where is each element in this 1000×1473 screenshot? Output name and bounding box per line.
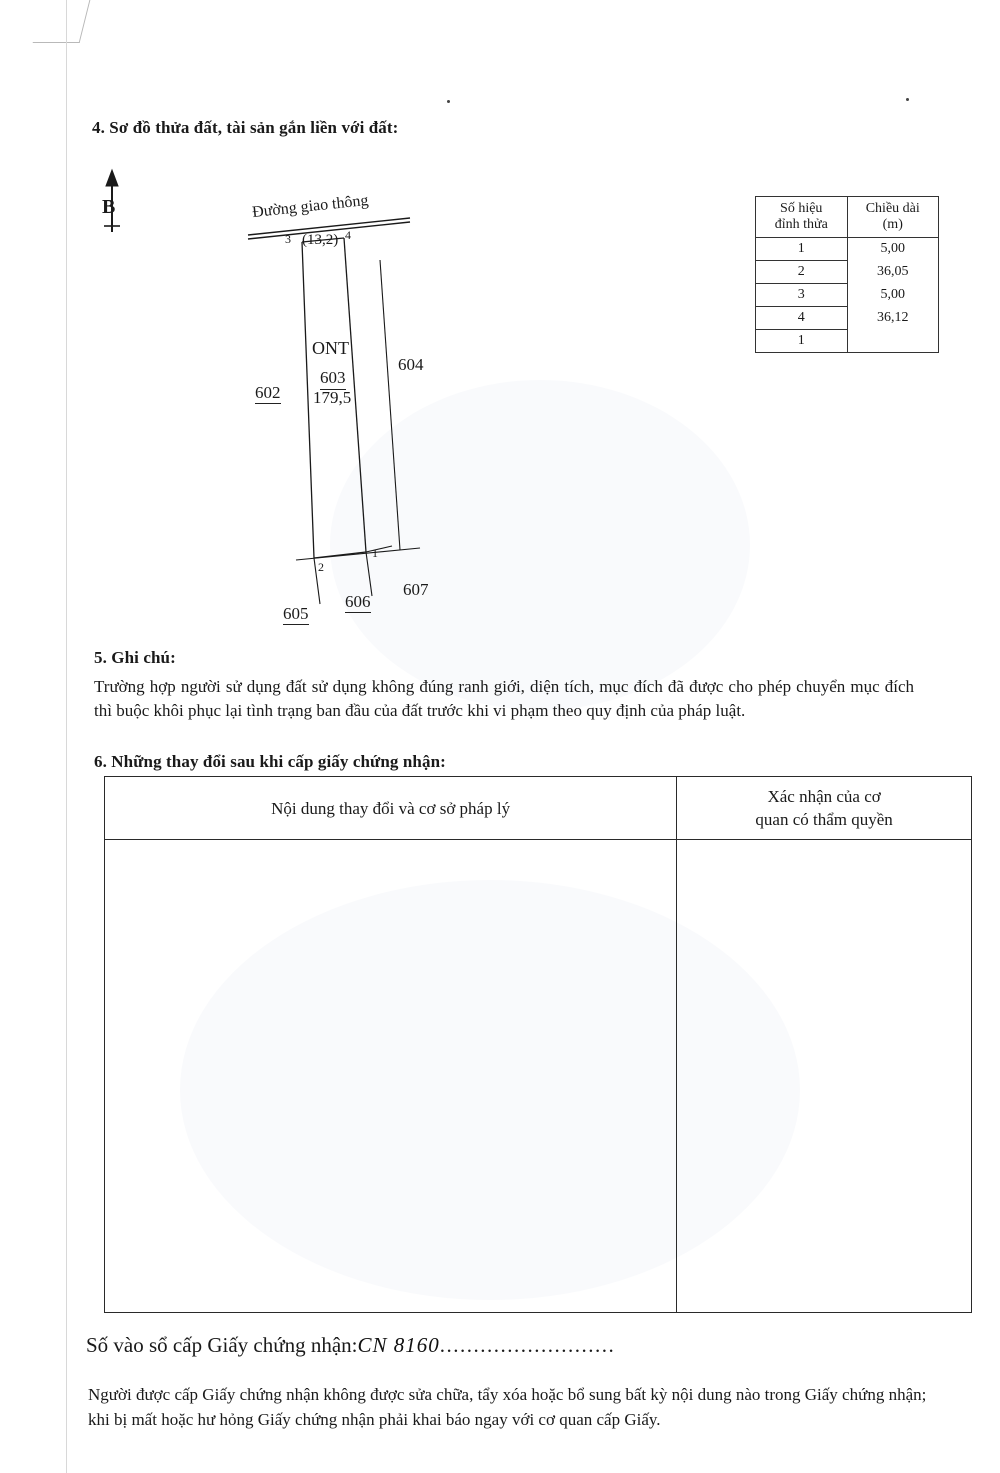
neighbour-604-label: 604	[398, 355, 424, 374]
changes-col2-header: Xác nhận của cơ quan có thẩm quyền	[677, 777, 972, 840]
corner-3-label: 3	[285, 232, 291, 246]
neighbour-606-label: 606	[345, 592, 371, 611]
corner-number: 1	[756, 238, 848, 261]
changes-table-header-row	[105, 777, 972, 840]
neighbour-607-label: 607	[403, 580, 429, 599]
corner-1-label: 1	[372, 546, 378, 560]
corner-number: 4	[756, 307, 848, 330]
road-label: Đường giao thông	[251, 191, 370, 222]
scan-dot	[906, 98, 909, 101]
corner-table-header-length: Chiều dài (m)	[847, 197, 939, 238]
corner-length: 36,05	[847, 261, 939, 284]
neighbour-605-label: 605	[283, 604, 309, 623]
section-5-body: Trường hợp người sử dụng đất sử dụng không đúng ranh giới, diện tích, mục đích đã được cho phép chuyển mục đích thì buộc khôi phục lại tình trạng ban đầu của đất trước khi vi phạm theo quy định của pháp luật.	[94, 677, 914, 720]
table-row	[105, 840, 972, 1313]
table-row	[756, 307, 939, 330]
page-left-border	[66, 0, 67, 1473]
changes-col1-value[interactable]	[105, 840, 677, 1313]
corner-length: 5,00	[847, 284, 939, 307]
corner-number: 1	[756, 330, 848, 353]
corner-table-header-corner: Số hiệu đỉnh thửa	[756, 197, 848, 238]
corner-number: 2	[756, 261, 848, 284]
registry-number-line	[86, 1333, 615, 1358]
scan-dot	[447, 100, 450, 103]
registry-value[interactable]: CN 8160	[357, 1333, 440, 1357]
corner-length-table	[755, 196, 939, 353]
corner-length: 36,12	[847, 307, 939, 330]
top-width-label: (13,2)	[302, 232, 339, 248]
registry-dots: ..........................	[439, 1333, 616, 1357]
section-6-title: 6. Những thay đổi sau khi cấp giấy chứng nhận:	[94, 752, 446, 771]
page-fold-corner	[33, 0, 91, 43]
parcel-area-label: 179,5	[313, 388, 352, 407]
table-row	[756, 261, 939, 284]
changes-table	[104, 776, 972, 1313]
parcel-type-label: ONT	[312, 338, 349, 358]
section-5-title: 5. Ghi chú:	[94, 648, 176, 667]
table-row	[756, 284, 939, 307]
corner-length	[847, 330, 939, 353]
changes-col1-header: Nội dung thay đổi và cơ sở pháp lý	[105, 777, 677, 840]
footer-note: Người được cấp Giấy chứng nhận không được sửa chữa, tẩy xóa hoặc bổ sung bất kỳ nội dung nào trong Giấy chứng nhận; khi bị mất hoặc hư hỏng Giấy chứng nhận phải khai báo ngay với cơ quan cấp Giấy.	[88, 1385, 927, 1429]
registry-label: Số vào sổ cấp Giấy chứng nhận:	[86, 1333, 358, 1357]
section-4-title: 4. Sơ đồ thửa đất, tài sản gắn liền với đất:	[92, 118, 399, 137]
corner-2-label: 2	[318, 560, 324, 574]
table-row	[756, 330, 939, 353]
parcel-number-label: 603	[320, 368, 346, 390]
table-row	[756, 238, 939, 261]
corner-4-label: 4	[345, 228, 351, 242]
neighbour-602-label: 602	[255, 383, 281, 402]
corner-table-header-row	[756, 197, 939, 238]
changes-col2-value[interactable]	[677, 840, 972, 1313]
corner-number: 3	[756, 284, 848, 307]
corner-length: 5,00	[847, 238, 939, 261]
compass-label: B	[102, 196, 116, 218]
